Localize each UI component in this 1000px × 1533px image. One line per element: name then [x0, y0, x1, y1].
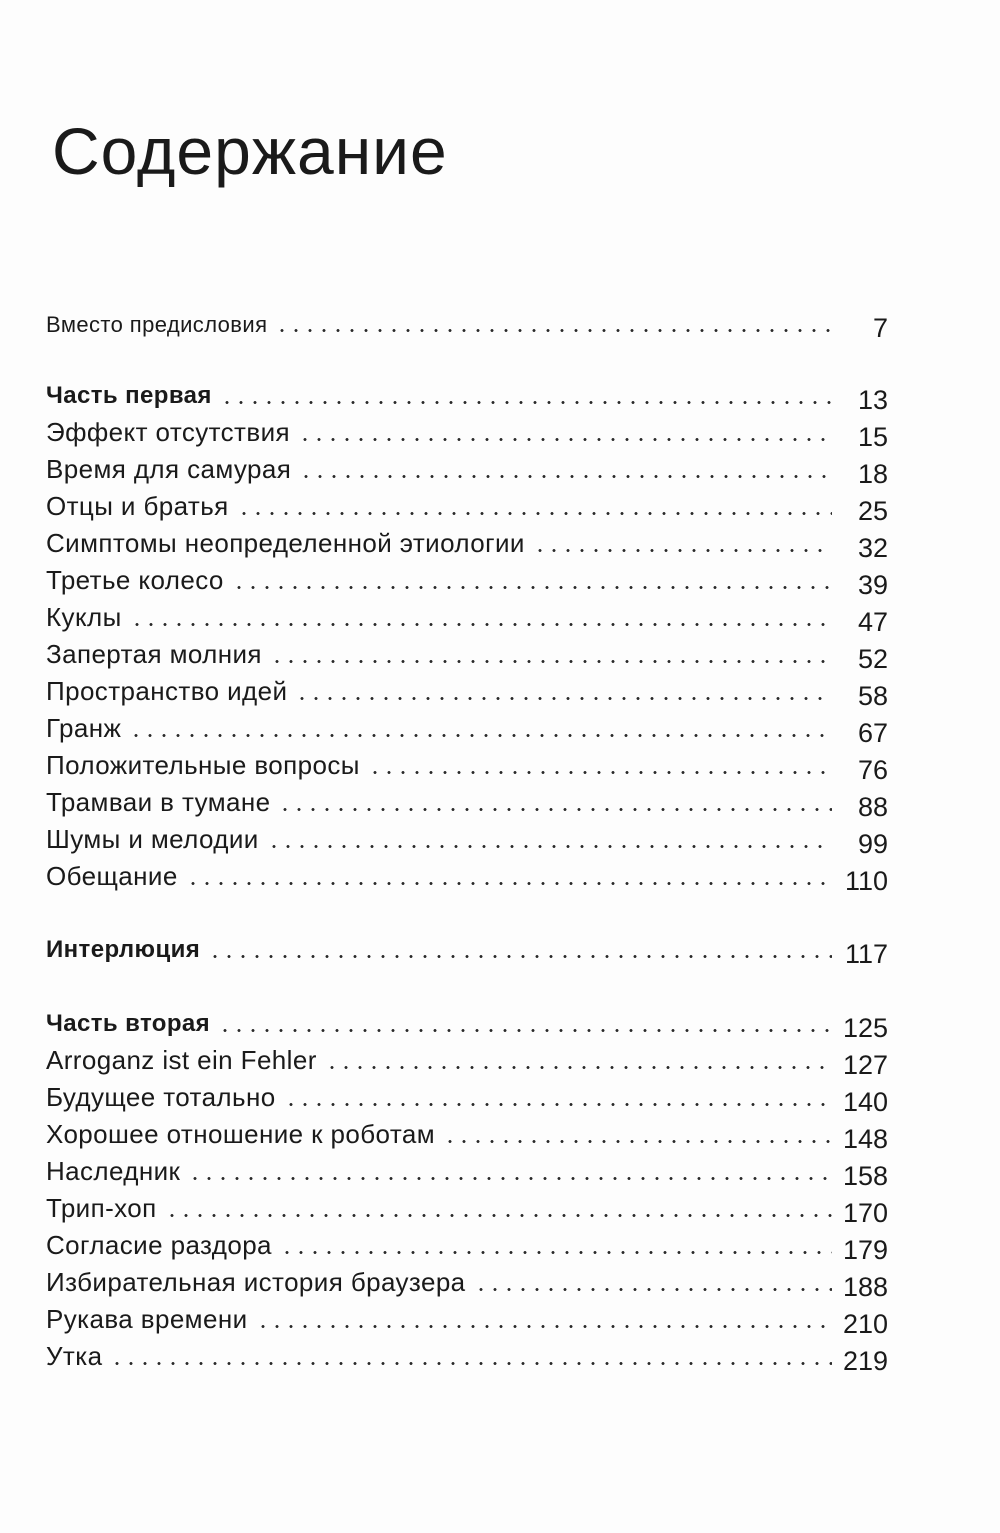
toc-entry-page: 179	[842, 1235, 888, 1265]
toc-entry[interactable]	[46, 1150, 888, 1191]
dot-leader	[188, 1177, 832, 1180]
toc-entry[interactable]	[46, 781, 888, 822]
toc-entry-page: 125	[842, 1013, 888, 1043]
dot-leader	[270, 660, 832, 663]
toc-entry-page: 210	[842, 1309, 888, 1339]
toc-entry-page: 15	[857, 422, 888, 452]
toc-entry-label: Хорошее отношение к роботам	[46, 1119, 435, 1149]
toc-entry-label: Время для самурая	[46, 454, 292, 484]
dot-leader	[232, 586, 832, 589]
toc-entry-label: Часть первая	[46, 382, 212, 409]
toc-entry-page: 127	[842, 1050, 888, 1080]
toc-entry[interactable]	[46, 411, 888, 452]
toc-entry[interactable]	[46, 855, 888, 896]
toc-entry-label: Согласие раздора	[46, 1230, 272, 1260]
dot-leader	[186, 882, 832, 885]
dot-leader	[267, 845, 832, 848]
dot-leader	[237, 512, 832, 515]
toc-entry-label: Трамваи в тумане	[46, 787, 271, 817]
toc-entry-label: Запертая молния	[46, 639, 262, 669]
dot-leader	[299, 475, 832, 478]
dot-leader	[295, 697, 832, 700]
toc-entry[interactable]	[46, 1224, 888, 1265]
toc-entry-label: Симптомы неопределенной этиологии	[46, 528, 525, 558]
toc-entry-label: Трип-хоп	[46, 1193, 157, 1223]
toc-entry-label: Наследник	[46, 1156, 181, 1186]
toc-entry[interactable]	[46, 707, 888, 748]
dot-leader	[280, 1251, 832, 1254]
toc-part-heading-2[interactable]	[46, 1002, 888, 1043]
toc-entry-page: 158	[842, 1161, 888, 1191]
toc-entry[interactable]	[46, 633, 888, 674]
toc-entry[interactable]	[46, 1335, 888, 1376]
toc-entry-label: Часть вторая	[46, 1010, 211, 1037]
toc-entry-page: 67	[857, 718, 888, 748]
toc-entry-label: Вместо предисловия	[46, 312, 268, 337]
dot-leader	[368, 771, 832, 774]
dot-leader	[130, 623, 832, 626]
toc-entry[interactable]	[46, 485, 888, 526]
page-title: Содержание	[52, 114, 448, 188]
toc-entry-page: 7	[872, 313, 888, 343]
dot-leader	[298, 438, 832, 441]
toc-entry-page: 88	[857, 792, 888, 822]
toc-entry-label: Положительные вопросы	[46, 750, 360, 780]
toc-entry-page: 18	[857, 459, 888, 489]
toc-entry-page: 170	[842, 1198, 888, 1228]
toc-entry[interactable]	[46, 1076, 888, 1117]
toc-entry-page: 117	[844, 939, 888, 969]
dot-leader	[443, 1140, 832, 1143]
dot-leader	[278, 808, 832, 811]
toc-entry[interactable]	[46, 1113, 888, 1154]
dot-leader	[208, 955, 832, 958]
toc-entry-label: Гранж	[46, 713, 122, 743]
toc-entry-preface[interactable]	[46, 302, 888, 343]
toc-entry-page: 13	[857, 385, 888, 415]
toc-entry[interactable]	[46, 448, 888, 489]
toc-entry-interlude[interactable]	[46, 928, 888, 969]
toc-entry[interactable]	[46, 1187, 888, 1228]
dot-leader	[325, 1066, 832, 1069]
toc-entry-label: Arroganz ist ein Fehler	[46, 1045, 317, 1075]
toc-entry-label: Интерлюция	[46, 936, 201, 963]
dot-leader	[533, 549, 832, 552]
toc-entry-label: Утка	[46, 1341, 103, 1371]
toc-entry-page: 219	[842, 1346, 888, 1376]
toc-entry-label: Третье колесо	[46, 565, 224, 595]
dot-leader	[165, 1214, 832, 1217]
toc-entry-page: 99	[857, 829, 888, 859]
toc-entry-page: 32	[857, 533, 888, 563]
toc-entry[interactable]	[46, 818, 888, 859]
toc-entry[interactable]	[46, 1298, 888, 1339]
toc-entry-page: 188	[842, 1272, 888, 1302]
toc-entry-page: 39	[857, 570, 888, 600]
toc-entry[interactable]	[46, 744, 888, 785]
dot-leader	[220, 401, 832, 404]
toc-entry[interactable]	[46, 596, 888, 637]
toc-entry-label: Пространство идей	[46, 676, 288, 706]
dot-leader	[218, 1029, 832, 1032]
toc-entry-page: 47	[857, 607, 888, 637]
toc-entry[interactable]	[46, 670, 888, 711]
dot-leader	[129, 734, 832, 737]
toc-entry-label: Избирательная история браузера	[46, 1267, 466, 1297]
toc-entry[interactable]	[46, 1039, 888, 1080]
toc-entry[interactable]	[46, 559, 888, 600]
dot-leader	[474, 1288, 832, 1291]
dot-leader	[110, 1362, 832, 1365]
toc-entry-page: 76	[857, 755, 888, 785]
toc-entry-page: 140	[842, 1087, 888, 1117]
dot-leader	[256, 1325, 832, 1328]
toc-entry-page: 110	[844, 866, 888, 896]
toc-entry-label: Обещание	[46, 861, 178, 891]
toc-entry[interactable]	[46, 1261, 888, 1302]
toc-entry-page: 148	[842, 1124, 888, 1154]
dot-leader	[275, 329, 832, 332]
toc-entry-page: 58	[857, 681, 888, 711]
toc-entry-page: 52	[857, 644, 888, 674]
toc-entry-page: 25	[857, 496, 888, 526]
toc-part-heading-1[interactable]	[46, 374, 888, 415]
toc-entry-label: Отцы и братья	[46, 491, 229, 521]
toc-entry-label: Шумы и мелодии	[46, 824, 259, 854]
toc-entry-label: Будущее тотально	[46, 1082, 276, 1112]
dot-leader	[284, 1103, 832, 1106]
toc-entry-label: Куклы	[46, 602, 122, 632]
toc-entry-label: Эффект отсутствия	[46, 417, 290, 447]
toc-entry[interactable]	[46, 522, 888, 563]
toc-entry-label: Рукава времени	[46, 1304, 248, 1334]
